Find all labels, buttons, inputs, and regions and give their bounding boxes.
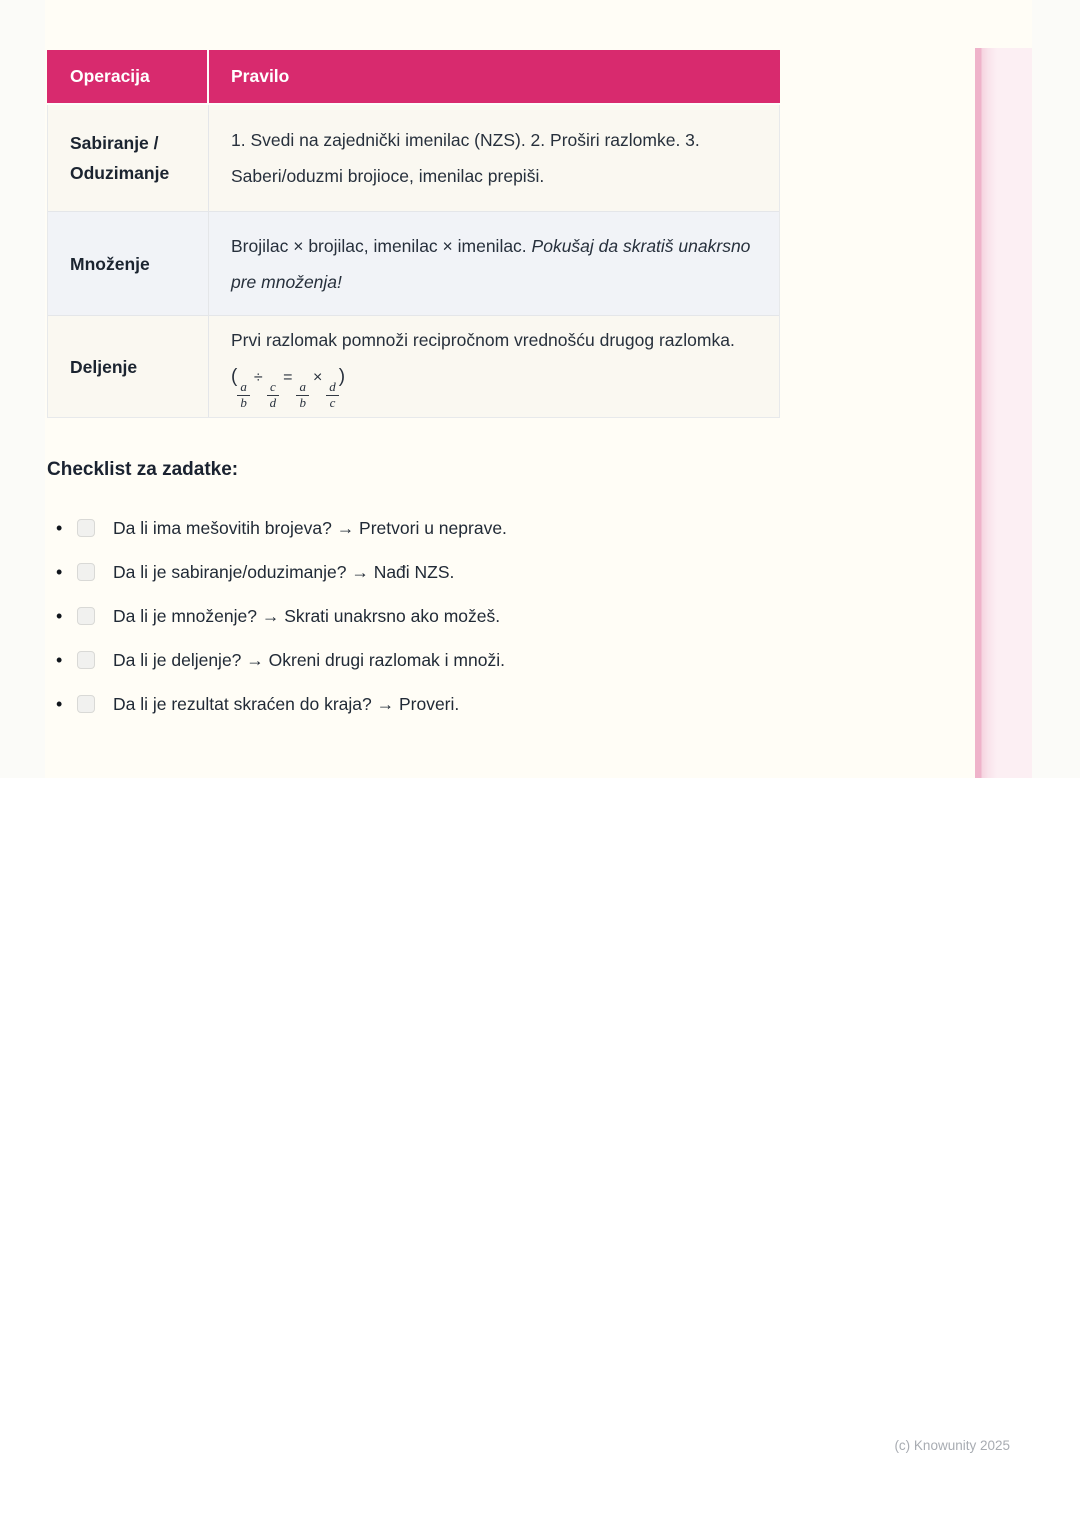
denominator: b — [240, 395, 247, 410]
numerator: c — [267, 380, 279, 396]
checklist-item — [47, 638, 787, 682]
rule-text-regular: Brojilac × brojilac, imenilac × imenilac. — [231, 235, 532, 256]
rule-text-italic: Pokušaj da skratiš unakrsno pre množenja! — [231, 235, 751, 292]
checklist-item-label: Da li je množenje? → Skrati unakrsno ako možeš. — [113, 605, 501, 626]
checkbox[interactable] — [77, 607, 95, 625]
operation-cell — [48, 316, 209, 417]
table-header-operation: Operacija — [47, 50, 209, 103]
numerator: d — [326, 380, 339, 396]
checklist-item — [47, 506, 787, 550]
checklist-item-label: Da li je sabiranje/oduzimanje? → Nađi NZS. — [113, 561, 455, 582]
fraction — [267, 380, 280, 411]
operation-label: Deljenje — [70, 356, 138, 377]
bullet-icon: • — [56, 606, 63, 626]
denominator: b — [299, 395, 306, 410]
checklist — [47, 506, 787, 726]
checklist-item-label: Da li ima mešovitih brojeva? → Pretvori u neprave. — [113, 517, 507, 538]
rule-text — [231, 322, 755, 411]
division-formula — [231, 366, 346, 410]
bullet-icon: • — [56, 650, 63, 670]
operation-cell — [48, 105, 209, 211]
numerator: a — [296, 380, 309, 396]
fraction — [326, 380, 339, 411]
table-row — [48, 315, 779, 417]
numerator: a — [237, 380, 250, 396]
fraction — [237, 380, 250, 411]
rule-cell — [209, 212, 779, 315]
table-header-row — [47, 50, 780, 105]
checklist-item — [47, 594, 787, 638]
denominator: c — [329, 395, 336, 410]
checklist-item-label: Da li je rezultat skraćen do kraja? → Proveri. — [113, 693, 460, 714]
checklist-item-label: Da li je deljenje? → Okreni drugi razlomak i množi. — [113, 649, 505, 670]
operation-label: Sabiranje / Oduzimanje — [70, 133, 170, 183]
fraction — [296, 380, 309, 411]
fraction-rules-table — [47, 50, 780, 418]
open-paren: ( — [231, 366, 238, 388]
equals-operator: = — [283, 369, 293, 387]
rule-text — [231, 228, 755, 300]
bullet-icon: • — [56, 518, 63, 538]
checkbox[interactable] — [77, 563, 95, 581]
rule-text: 1. Svedi na zajednički imenilac (NZS). 2. Proširi razlomke. 3. Saberi/oduzmi brojioce, imenilac prepiši. — [231, 130, 700, 186]
rule-text-regular: Prvi razlomak pomnoži recipročnom vrednošću drugog razlomka. — [231, 330, 735, 351]
table-row — [48, 105, 779, 211]
rule-cell — [209, 105, 779, 211]
checklist-item — [47, 682, 787, 726]
bullet-icon: • — [56, 562, 63, 582]
close-paren: ) — [338, 366, 346, 388]
checkbox[interactable] — [77, 695, 95, 713]
operation-label: Množenje — [70, 253, 150, 274]
operation-cell — [48, 212, 209, 315]
checkbox[interactable] — [77, 519, 95, 537]
divide-operator: ÷ — [253, 369, 263, 387]
copyright-text: (c) Knowunity 2025 — [894, 1438, 1010, 1453]
table-header-rule: Pravilo — [231, 66, 290, 86]
multiply-operator: × — [312, 369, 323, 387]
denominator: d — [269, 395, 277, 410]
bullet-icon: • — [56, 694, 63, 714]
checkbox[interactable] — [77, 651, 95, 669]
checklist-item — [47, 550, 787, 594]
scrollbar-track[interactable] — [975, 48, 1032, 778]
rule-cell — [209, 316, 779, 417]
table-row — [48, 211, 779, 315]
checklist-heading: Checklist za zadatke: — [47, 459, 239, 480]
